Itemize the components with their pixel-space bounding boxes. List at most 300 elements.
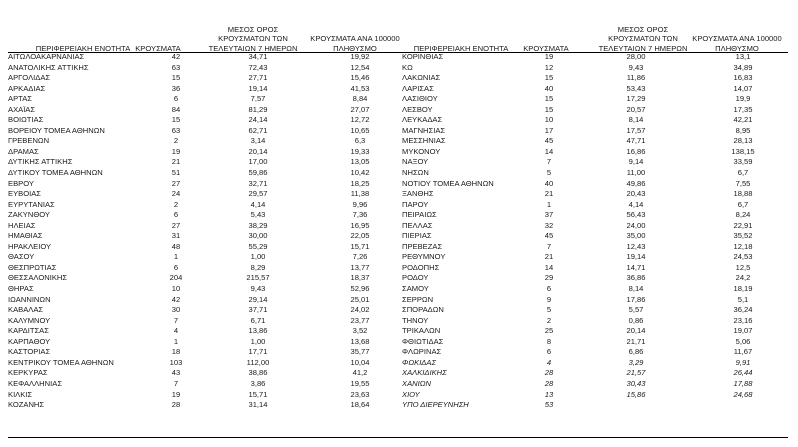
table-row <box>402 84 792 95</box>
cases-cell: 6 <box>546 347 552 357</box>
avg7-cell: 27,71 <box>248 73 268 83</box>
per100k-cell: 18,37 <box>350 273 370 283</box>
region-cell: ΠΙΕΡΙΑΣ <box>402 231 432 241</box>
avg7-cell: 11,00 <box>626 168 646 178</box>
per100k-cell: 23,16 <box>733 315 753 325</box>
per100k-cell: 35,77 <box>350 347 370 357</box>
region-cell: ΛΑΚΩΝΙΑΣ <box>402 73 441 83</box>
per100k-cell: 36,24 <box>733 305 753 315</box>
cases-cell: 14 <box>544 146 554 156</box>
table-row <box>402 263 792 274</box>
per100k-cell: 9,91 <box>735 357 751 367</box>
cases-cell: 5 <box>546 168 552 178</box>
per100k-cell: 19,07 <box>733 326 753 336</box>
avg7-cell: 20,43 <box>626 189 646 199</box>
avg7-cell: 59,86 <box>248 168 268 178</box>
per100k-cell: 10,65 <box>350 125 370 135</box>
region-cell: ΛΑΣΙΘΙΟΥ <box>402 94 438 104</box>
cases-cell: 31 <box>171 231 181 241</box>
table-row <box>402 358 792 369</box>
region-cell: ΦΩΚΙΔΑΣ <box>402 357 437 367</box>
cases-cell: 14 <box>544 262 554 272</box>
avg7-cell: 15,86 <box>626 389 646 399</box>
region-cell: ΡΟΔΟΥ <box>402 273 429 283</box>
cases-cell: 5 <box>546 305 552 315</box>
avg7-cell: 12,43 <box>626 241 646 251</box>
header-region-label: ΠΕΡΙΦΕΡΕΙΑΚΗ ΕΝΟΤΗΤΑ <box>413 43 509 53</box>
table-row <box>8 73 406 84</box>
cases-cell: 1 <box>173 336 179 346</box>
per100k-cell: 52,96 <box>350 284 370 294</box>
per100k-cell: 9,96 <box>352 199 368 209</box>
region-cell: ΚΩ <box>402 62 413 72</box>
region-cell: ΧΑΛΚΙΔΙΚΗΣ <box>402 368 447 378</box>
region-cell: ΘΕΣΠΡΩΤΙΑΣ <box>8 262 57 272</box>
table-row <box>402 179 792 190</box>
avg7-cell <box>578 400 694 411</box>
cases-cell: 2 <box>546 315 552 325</box>
header-region-right <box>402 17 520 53</box>
per100k-cell: 23,63 <box>350 389 370 399</box>
per100k-cell: 13,77 <box>350 262 370 272</box>
region-cell: ΣΕΡΡΩΝ <box>402 294 434 304</box>
table-row <box>402 400 792 411</box>
cases-cell: 2 <box>173 136 179 146</box>
table-row <box>8 284 406 295</box>
avg7-cell: 72,43 <box>248 62 268 72</box>
table-row <box>8 252 406 263</box>
cases-cell: 19 <box>171 389 181 399</box>
per100k-cell: 10,04 <box>350 357 370 367</box>
per100k-cell: 27,07 <box>350 104 370 114</box>
region-cell: ΝΗΣΩΝ <box>402 168 429 178</box>
per100k-cell: 33,59 <box>733 157 753 167</box>
table-row <box>402 390 792 401</box>
table-row <box>8 263 406 274</box>
avg7-cell: 29,14 <box>248 294 268 304</box>
per100k-cell: 8,95 <box>735 125 751 135</box>
per100k-cell: 6,7 <box>737 199 749 209</box>
per100k-cell: 18,25 <box>350 178 370 188</box>
header-cases-left <box>128 17 188 53</box>
header-cases-label: ΚΡΟΥΣΜΑΤΑ <box>135 43 181 53</box>
header-cases-label: ΚΡΟΥΣΜΑΤΑ <box>523 43 569 53</box>
table-row <box>402 168 792 179</box>
table-row <box>8 168 406 179</box>
avg7-cell: 16,86 <box>626 146 646 156</box>
table-row <box>402 305 792 316</box>
cases-cell: 36 <box>171 83 181 93</box>
per100k-cell: 24,68 <box>733 389 753 399</box>
cases-cell: 24 <box>171 189 181 199</box>
per100k-cell: 10,42 <box>350 168 370 178</box>
cases-cell: 45 <box>544 231 554 241</box>
avg7-cell: 1,00 <box>250 252 266 262</box>
avg7-cell: 24,00 <box>626 220 646 230</box>
avg7-cell: 5,43 <box>250 210 266 220</box>
per100k-cell: 28,13 <box>733 136 753 146</box>
avg7-cell: 35,00 <box>626 231 646 241</box>
table-row <box>8 157 406 168</box>
cases-cell: 6 <box>173 262 179 272</box>
per100k-cell: 13,68 <box>350 336 370 346</box>
cases-cell: 19 <box>544 52 554 61</box>
cases-cell: 15 <box>544 73 554 83</box>
table-row <box>402 63 792 74</box>
table-row <box>8 147 406 158</box>
cases-cell: 7 <box>173 315 179 325</box>
cases-cell: 21 <box>544 252 554 262</box>
cases-cell: 4 <box>546 357 552 367</box>
cases-cell: 30 <box>171 305 181 315</box>
per100k-cell: 5,1 <box>737 294 749 304</box>
region-cell: ΚΕΝΤΡΙΚΟΥ ΤΟΜΕΑ ΑΘΗΝΩΝ <box>8 357 114 367</box>
per100k-cell: 34,89 <box>733 62 753 72</box>
table-row <box>402 284 792 295</box>
table-row <box>402 126 792 137</box>
region-cell: ΔΡΑΜΑΣ <box>8 146 39 156</box>
header-per100k-right <box>682 17 792 53</box>
region-cell: ΚΙΛΚΙΣ <box>8 389 33 399</box>
cases-cell: 51 <box>171 168 181 178</box>
per100k-cell: 41,53 <box>350 83 370 93</box>
avg7-cell: 13,86 <box>248 326 268 336</box>
per100k-cell: 25,01 <box>350 294 370 304</box>
avg7-cell: 31,14 <box>248 400 268 410</box>
region-cell: ΝΟΤΙΟΥ ΤΟΜΕΑ ΑΘΗΝΩΝ <box>402 178 494 188</box>
table-row <box>402 115 792 126</box>
cases-cell: 7 <box>546 157 552 167</box>
cases-cell: 42 <box>171 294 181 304</box>
table-row <box>8 189 406 200</box>
cases-cell: 6 <box>546 284 552 294</box>
table-row <box>402 157 792 168</box>
avg7-cell: 17,71 <box>248 347 268 357</box>
table-row <box>402 136 792 147</box>
region-cell: ΗΛΕΙΑΣ <box>8 220 36 230</box>
per100k-cell: 24,53 <box>733 252 753 262</box>
avg7-cell: 17,57 <box>626 125 646 135</box>
cases-cell: 63 <box>171 62 181 72</box>
avg7-cell: 8,14 <box>628 284 644 294</box>
avg7-cell: 4,14 <box>628 199 644 209</box>
table-row <box>402 242 792 253</box>
per100k-cell: 42,21 <box>733 115 753 125</box>
avg7-cell: 6,86 <box>628 347 644 357</box>
cases-cell: 15 <box>544 94 554 104</box>
cases-cell: 32 <box>544 220 554 230</box>
table-row <box>8 358 406 369</box>
per100k-cell: 8,24 <box>735 210 751 220</box>
avg7-cell: 37,71 <box>248 305 268 315</box>
avg7-cell: 15,71 <box>248 389 268 399</box>
per100k-cell: 13,1 <box>735 52 751 61</box>
header-region-label: ΠΕΡΙΦΕΡΕΙΑΚΗ ΕΝΟΤΗΤΑ <box>35 43 131 53</box>
per100k-cell: 15,46 <box>350 73 370 83</box>
table-row <box>8 368 406 379</box>
table-row <box>402 221 792 232</box>
table-row <box>8 221 406 232</box>
region-cell: ΧΑΝΙΩΝ <box>402 378 431 388</box>
avg7-cell: 36,86 <box>626 273 646 283</box>
region-cell: ΜΥΚΟΝΟΥ <box>402 146 441 156</box>
cases-cell: 1 <box>546 199 552 209</box>
avg7-cell: 3,86 <box>250 378 266 388</box>
cases-cell: 21 <box>544 189 554 199</box>
region-cell: ΑΡΓΟΛΙΔΑΣ <box>8 73 51 83</box>
avg7-cell: 34,71 <box>248 52 268 61</box>
per100k-cell: 22,91 <box>733 220 753 230</box>
table-row <box>8 242 406 253</box>
per100k-cell: 7,36 <box>352 210 368 220</box>
table-row <box>402 147 792 158</box>
per100k-cell: 24,2 <box>735 273 751 283</box>
avg7-cell: 9,43 <box>628 62 644 72</box>
region-cell: ΝΑΞΟΥ <box>402 157 429 167</box>
per100k-cell: 17,35 <box>733 104 753 114</box>
region-cell: ΤΗΝΟΥ <box>402 315 429 325</box>
avg7-cell: 47,71 <box>626 136 646 146</box>
cases-cell: 8 <box>546 336 552 346</box>
cases-cell: 1 <box>173 252 179 262</box>
region-cell: ΗΡΑΚΛΕΙΟΥ <box>8 241 52 251</box>
per100k-cell: 23,77 <box>350 315 370 325</box>
region-cell: ΑΡΚΑΔΙΑΣ <box>8 83 46 93</box>
table-row <box>8 347 406 358</box>
header-per100k-left <box>300 17 410 53</box>
region-cell: ΠΕΛΛΑΣ <box>402 220 433 230</box>
table-row <box>8 84 406 95</box>
per100k-cell: 11,38 <box>350 189 370 199</box>
region-cell: ΧΙΟΥ <box>402 389 420 399</box>
table-row <box>402 105 792 116</box>
table-row <box>402 73 792 84</box>
table-row <box>8 316 406 327</box>
region-cell: ΛΕΥΚΑΔΑΣ <box>402 115 443 125</box>
avg7-cell: 21,57 <box>626 368 646 378</box>
region-cell: ΕΥΒΟΙΑΣ <box>8 189 41 199</box>
per100k-cell: 8,84 <box>352 94 368 104</box>
cases-cell: 12 <box>544 62 554 72</box>
per100k-cell: 16,95 <box>350 220 370 230</box>
avg7-cell: 14,71 <box>626 262 646 272</box>
region-cell: ΚΑΛΥΜΝΟΥ <box>8 315 51 325</box>
avg7-cell: 29,57 <box>248 189 268 199</box>
cases-cell: 103 <box>169 357 183 367</box>
table-row <box>402 52 792 63</box>
cases-cell: 48 <box>171 241 181 251</box>
header-avg7-line1: ΜΕΣΟΣ ΟΡΟΣ <box>227 25 279 35</box>
cases-cell: 27 <box>171 220 181 230</box>
avg7-cell: 19,14 <box>626 252 646 262</box>
region-cell: ΠΑΡΟΥ <box>402 199 429 209</box>
per100k-cell: 3,52 <box>352 326 368 336</box>
table-row <box>8 115 406 126</box>
avg7-cell: 4,14 <box>250 199 266 209</box>
per100k-cell: 12,5 <box>735 262 751 272</box>
avg7-cell: 55,29 <box>248 241 268 251</box>
avg7-cell: 7,57 <box>250 94 266 104</box>
region-cell: ΠΡΕΒΕΖΑΣ <box>402 241 443 251</box>
region-cell: ΑΝΑΤΟΛΙΚΗΣ ΑΤΤΙΚΗΣ <box>8 62 89 72</box>
region-cell: ΤΡΙΚΑΛΩΝ <box>402 326 441 336</box>
table-row <box>8 379 406 390</box>
table-row <box>402 252 792 263</box>
per100k-cell: 19,92 <box>350 52 370 61</box>
table-row <box>8 126 406 137</box>
header-per100k-line2: ΠΛΗΘΥΣΜΟ <box>333 43 377 53</box>
table-row <box>8 52 406 63</box>
per100k-cell: 13,05 <box>350 157 370 167</box>
header-avg7-line3: ΤΕΛΕΥΤΑΙΩΝ 7 ΗΜΕΡΩΝ <box>208 43 298 53</box>
region-cell: ΓΡΕΒΕΝΩΝ <box>8 136 50 146</box>
cases-cell: 29 <box>544 273 554 283</box>
header-per100k-line2: ΠΛΗΘΥΣΜΟ <box>715 43 759 53</box>
cases-cell: 42 <box>171 52 181 61</box>
region-cell: ΕΥΡΥΤΑΝΙΑΣ <box>8 199 55 209</box>
region-cell: ΣΑΜΟΥ <box>402 284 429 294</box>
table-row <box>402 316 792 327</box>
avg7-cell: 8,29 <box>250 262 266 272</box>
region-cell: ΛΑΡΙΣΑΣ <box>402 83 434 93</box>
per100k-cell: 12,72 <box>350 115 370 125</box>
table-row <box>8 390 406 401</box>
region-cell: ΘΑΣΟΥ <box>8 252 35 262</box>
region-cell: ΚΑΣΤΟΡΙΑΣ <box>8 347 51 357</box>
region-cell: ΦΘΙΩΤΙΔΑΣ <box>402 336 444 346</box>
region-cell: ΚΑΒΑΛΑΣ <box>8 305 44 315</box>
avg7-cell: 1,00 <box>250 336 266 346</box>
table-row <box>8 210 406 221</box>
avg7-cell: 17,00 <box>248 157 268 167</box>
region-cell: ΜΑΓΝΗΣΙΑΣ <box>402 125 446 135</box>
cases-cell: 2 <box>173 199 179 209</box>
cases-cell: 28 <box>544 378 554 388</box>
table-row <box>402 379 792 390</box>
avg7-cell: 20,14 <box>248 146 268 156</box>
table-row <box>402 210 792 221</box>
table-row <box>8 94 406 105</box>
table-row <box>8 305 406 316</box>
table-row <box>8 326 406 337</box>
cases-cell: 40 <box>544 83 554 93</box>
avg7-cell: 24,14 <box>248 115 268 125</box>
per100k-cell <box>694 400 792 411</box>
per100k-cell: 138,15 <box>731 146 755 156</box>
cases-cell: 7 <box>546 241 552 251</box>
cases-cell: 17 <box>544 125 554 135</box>
region-cell: ΑΡΤΑΣ <box>8 94 32 104</box>
avg7-cell: 81,29 <box>248 104 268 114</box>
region-cell: ΠΕΙΡΑΙΩΣ <box>402 210 437 220</box>
header-avg7-line2: ΚΡΟΥΣΜΑΤΩΝ ΤΩΝ <box>608 34 678 44</box>
region-cell: ΗΜΑΘΙΑΣ <box>8 231 43 241</box>
region-cell: ΔΥΤΙΚΗΣ ΑΤΤΙΚΗΣ <box>8 157 73 167</box>
per100k-cell: 18,88 <box>733 189 753 199</box>
per100k-cell: 35,52 <box>733 231 753 241</box>
avg7-cell: 56,43 <box>626 210 646 220</box>
table-row <box>8 179 406 190</box>
header-avg7-line2: ΚΡΟΥΣΜΑΤΩΝ ΤΩΝ <box>218 34 288 44</box>
table-row <box>402 273 792 284</box>
header-avg7-left <box>198 17 308 53</box>
header-per100k-line1: ΚΡΟΥΣΜΑΤΑ ΑΝΑ 100000 <box>310 34 400 44</box>
per100k-cell: 7,26 <box>352 252 368 262</box>
region-cell: ΑΙΤΩΛΟΑΚΑΡΝΑΝΙΑΣ <box>8 52 85 61</box>
per100k-cell: 19,55 <box>350 378 370 388</box>
cases-cell: 21 <box>171 157 181 167</box>
table-row <box>402 231 792 242</box>
avg7-cell: 28,00 <box>626 52 646 61</box>
avg7-cell: 21,71 <box>626 336 646 346</box>
per100k-cell: 15,71 <box>350 241 370 251</box>
avg7-cell: 38,86 <box>248 368 268 378</box>
region-cell: ΣΠΟΡΑΔΩΝ <box>402 305 444 315</box>
table-row <box>8 295 406 306</box>
region-cell: ΡΟΔΟΠΗΣ <box>402 262 440 272</box>
region-cell: ΚΑΡΔΙΤΣΑΣ <box>8 326 49 336</box>
left-data-table <box>8 52 406 411</box>
avg7-cell: 19,14 <box>248 83 268 93</box>
avg7-cell: 0,86 <box>628 315 644 325</box>
table-row <box>402 94 792 105</box>
table-row <box>402 200 792 211</box>
avg7-cell: 215,57 <box>246 273 270 283</box>
avg7-cell: 20,14 <box>626 326 646 336</box>
avg7-cell: 3,14 <box>250 136 266 146</box>
per100k-cell: 26,44 <box>733 368 753 378</box>
cases-cell: 204 <box>169 273 183 283</box>
region-cell: ΜΕΣΣΗΝΙΑΣ <box>402 136 446 146</box>
avg7-cell: 9,43 <box>250 284 266 294</box>
region-cell: ΚΑΡΠΑΘΟΥ <box>8 336 51 346</box>
per100k-cell: 6,3 <box>354 136 366 146</box>
table-row <box>8 136 406 147</box>
per100k-cell: 19,9 <box>735 94 751 104</box>
table-row <box>402 337 792 348</box>
header-per100k-line1: ΚΡΟΥΣΜΑΤΑ ΑΝΑ 100000 <box>692 34 782 44</box>
per100k-cell: 19,33 <box>350 146 370 156</box>
cases-cell: 28 <box>171 400 181 410</box>
per100k-cell: 6,7 <box>737 168 749 178</box>
avg7-cell: 3,29 <box>628 357 644 367</box>
header-avg7-line1: ΜΕΣΟΣ ΟΡΟΣ <box>617 25 669 35</box>
header-avg7-line3: ΤΕΛΕΥΤΑΙΩΝ 7 ΗΜΕΡΩΝ <box>598 43 688 53</box>
region-cell: ΔΥΤΙΚΟΥ ΤΟΜΕΑ ΑΘΗΝΩΝ <box>8 168 103 178</box>
region-cell: ΖΑΚΥΝΘΟΥ <box>8 210 50 220</box>
cases-cell: 53 <box>544 400 554 410</box>
avg7-cell: 8,14 <box>628 115 644 125</box>
cases-cell: 15 <box>544 104 554 114</box>
per100k-cell: 12,18 <box>733 241 753 251</box>
per100k-cell: 12,54 <box>350 62 370 72</box>
avg7-cell: 62,71 <box>248 125 268 135</box>
avg7-cell: 6,71 <box>250 315 266 325</box>
cases-cell: 15 <box>171 73 181 83</box>
table-row <box>402 295 792 306</box>
region-cell: ΘΕΣΣΑΛΟΝΙΚΗΣ <box>8 273 68 283</box>
table-row <box>8 105 406 116</box>
region-cell: ΞΑΝΘΗΣ <box>402 189 434 199</box>
avg7-cell: 32,71 <box>248 178 268 188</box>
region-cell: ΒΟΡΕΙΟΥ ΤΟΜΕΑ ΑΘΗΝΩΝ <box>8 125 105 135</box>
per100k-cell: 11,67 <box>733 347 753 357</box>
avg7-cell: 11,86 <box>626 73 646 83</box>
cases-cell: 25 <box>544 326 554 336</box>
per100k-cell: 5,06 <box>735 336 751 346</box>
cases-cell: 27 <box>171 178 181 188</box>
region-cell: ΚΟΡΙΝΘΙΑΣ <box>402 52 444 61</box>
